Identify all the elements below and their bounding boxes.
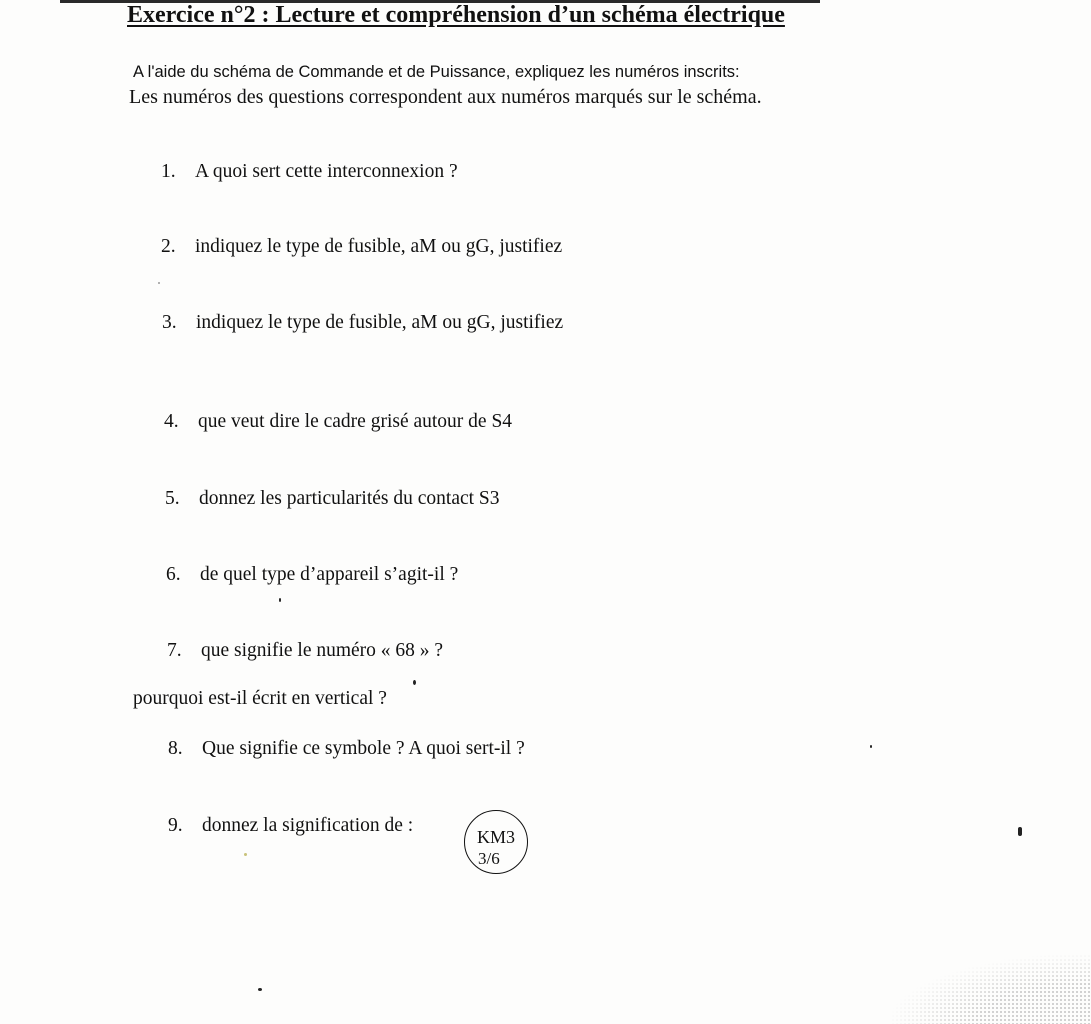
scan-speck — [158, 282, 160, 284]
scan-speck — [244, 853, 247, 856]
km3-fraction: 3/6 — [478, 849, 500, 868]
question-8 — [168, 738, 525, 760]
question-number: 2. — [161, 236, 176, 257]
question-7-followup: pourquoi est-il écrit en vertical ? — [133, 688, 387, 709]
question-text: Que signifie ce symbole ? A quoi sert-il ? — [202, 738, 525, 759]
question-number: 4. — [164, 411, 179, 432]
question-text: A quoi sert cette interconnexion ? — [195, 161, 458, 182]
km3-reference-circle — [464, 810, 528, 874]
question-number: 8. — [168, 738, 183, 759]
question-text: que signifie le numéro « 68 » ? — [201, 640, 444, 661]
question-2 — [161, 236, 562, 258]
km3-label: KM3 — [477, 827, 516, 847]
question-text: donnez les particularités du contact S3 — [199, 488, 500, 509]
question-number: 5. — [165, 488, 180, 509]
scan-speck — [870, 745, 872, 748]
scan-speck — [413, 680, 416, 685]
question-number: 3. — [162, 312, 177, 333]
scan-halftone-texture — [891, 954, 1091, 1024]
scan-speck — [279, 598, 281, 602]
question-text: indiquez le type de fusible, aM ou gG, justifiez — [196, 312, 564, 333]
question-5 — [165, 488, 500, 510]
question-7 — [167, 640, 443, 662]
instruction-line-1: A l'aide du schéma de Commande et de Puissance, expliquez les numéros inscrits: — [133, 63, 740, 81]
question-number: 9. — [168, 815, 183, 836]
question-text: que veut dire le cadre grisé autour de S4 — [198, 411, 513, 432]
exercise-title: Exercice n°2 : Lecture et compréhension d’un schéma électrique — [127, 2, 785, 28]
question-3 — [162, 312, 563, 334]
question-1 — [161, 161, 458, 183]
question-number: 7. — [167, 640, 182, 661]
instruction-line-2: Les numéros des questions correspondent aux numéros marqués sur le schéma. — [129, 86, 762, 108]
question-number: 6. — [166, 564, 181, 585]
scan-speck — [1018, 827, 1022, 836]
question-number: 1. — [161, 161, 176, 182]
question-9 — [168, 815, 413, 837]
question-text: indiquez le type de fusible, aM ou gG, justifiez — [195, 236, 563, 257]
question-6 — [166, 564, 458, 586]
question-text: donnez la signification de : — [202, 815, 414, 836]
scan-speck — [258, 988, 262, 991]
question-4 — [164, 411, 512, 433]
question-text: de quel type d’appareil s’agit-il ? — [200, 564, 459, 585]
